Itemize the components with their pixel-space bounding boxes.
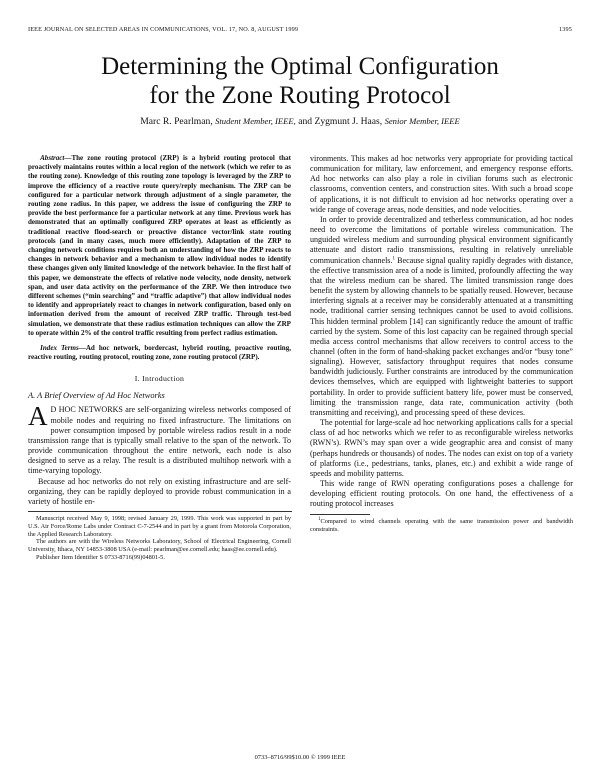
right-footnote-divider xyxy=(310,514,370,515)
author-2-role: Senior Member, IEEE xyxy=(384,116,460,126)
author-line xyxy=(40,116,560,127)
abstract xyxy=(28,154,291,338)
right-paragraph-2b: Because signal quality rapidly degrades with distance, the effective transmission area of a node is limited, profoundly affecting the way that the wireless medium can be shared. The limited transmission range does benefit the system by allowing channels to be spatially reused. However, because interfering signals at a receiver may be considerably attenuated at a transmitting node, traditional carrier sensing techniques cannot be used to avoid collisions. This hidden terminal problem [14] can significantly reduce the amount of traffic carried by the system. Some of this lost capacity can be regained through special media access control mechanisms that allow receivers to control access to the channel (often in the form of hand-shaking packet exchanges and/or “busy tone” signaling). However, satisfactory throughput requires that nodes consume bandwidth judiciously. Further constraints are introduced by the communication devices themselves, which are equipped with lightweight batteries to support portability. In order to provide sufficient battery life, power must be conserved, limiting the transmission range, data rate, communication activity (both transmitting and receiving), and processing speed of these devices. xyxy=(310,255,573,417)
footnote-marker: 1 xyxy=(392,255,395,261)
footnote-divider xyxy=(28,511,292,512)
right-paragraph-2 xyxy=(310,215,573,418)
title-line-2: for the Zone Routing Protocol xyxy=(149,82,451,109)
page-number: 1395 xyxy=(559,26,572,33)
author-1-role: Student Member, IEEE, xyxy=(215,116,296,126)
drop-cap: A xyxy=(28,401,48,432)
subsection-heading: A. A Brief Overview of Ad Hoc Networks xyxy=(28,391,165,401)
intro-paragraph-1 xyxy=(28,401,291,476)
index-terms-text: Ad hoc network, bordercast, hybrid routing, proactive routing, reactive routing, routing protocol, routing zone, zone routing protocol (ZRP). xyxy=(28,344,291,362)
abstract-lead: Abstract— xyxy=(40,154,72,162)
right-footnote-mark: 1 xyxy=(318,517,321,523)
right-paragraph-3: The potential for large-scale ad hoc networking applications calls for a special class of ad hoc networks which we refer to as reconfigurable wireless networks (RWN’s). RWN’s may span over a wide geographic area and consist of many (perhaps hundreds or thousands) of nodes. The nodes can exist on top of a variety of platforms (i.e., pedestrians, tanks, planes, etc.) and exhibit a wide range of speeds and mobility patterns. xyxy=(310,418,573,478)
author-conjunction: and xyxy=(298,116,313,127)
index-terms-lead: Index Terms— xyxy=(40,344,86,353)
intro-paragraph-1-text: D HOC NETWORKS are self-organizing wireless networks composed of mobile nodes and requiring no fixed infrastructure. The limitations on power consumption imposed by portable wireless radios result in a node transmission range that is typically small relative to the span of the network. To provide communication throughout the entire network, each node is also designed to serve as a relay. The result is a distributed multihop network with a time-varying topology. xyxy=(28,405,291,476)
copyright-line: 0733–8716/99$10.00 © 1999 IEEE xyxy=(254,754,346,761)
index-terms xyxy=(28,344,291,362)
running-header xyxy=(28,26,572,33)
footnote-publisher: Publisher Item Identifier S 0733-8716(99)04801-5. xyxy=(36,554,165,562)
footnote-received: Manuscript received May 9, 1998; revised January 29, 1999. This work was supported in part by U.S. Air Force/Rome Labs under Contract C-7-2544 and in part by a grant from Motorola Corporation, the Applied Research Laboratory. xyxy=(28,515,291,538)
intro-paragraph-2: Because ad hoc networks do not rely on existing infrastructure and are self-organizing, they can be rapidly deployed to provide robust communication in a variety of hostile en- xyxy=(28,476,291,506)
title-line-1: Determining the Optimal Configuration xyxy=(101,53,499,80)
right-paragraph-1: vironments. This makes ad hoc networks very appropriate for providing tactical communication for military, law enforcement, and emergency response efforts. Ad hoc networks can also play a role in civilian forums such as electronic classrooms, convention centers, and construction sites. With such a broad scope of applications, it is not difficult to envision ad hoc networks operating over a wide range of coverage areas, node densities, and node velocities. xyxy=(310,154,573,214)
right-footnote xyxy=(310,518,573,534)
right-paragraph-2a: In order to provide decentralized and tetherless communication, ad hoc nodes need to overcome the limitations of portable wireless communication. The unguided wireless medium and surrounding physical environment significantly attenuate and distort radio transmissions, resulting in relatively unreliable communication channels. xyxy=(310,214,573,265)
paper-title xyxy=(40,52,560,110)
section-heading: I. Introduction xyxy=(134,374,185,384)
footnote-affiliation: The authors are with the Wireless Networks Laboratory, School of Electrical Engineering, Cornell University, Ithaca, NY 14853-3808 USA (e-mail: pearlman@ee.cornell.edu; haas@ee.cornell.edu). xyxy=(28,538,291,554)
journal-header: IEEE JOURNAL ON SELECTED AREAS IN COMMUNICATIONS, VOL. 17, NO. 8, AUGUST 1999 xyxy=(28,26,299,33)
left-column xyxy=(28,154,291,562)
author-1: Marc R. Pearlman, xyxy=(140,116,213,127)
right-column xyxy=(310,154,573,534)
author-2: Zygmunt J. Haas, xyxy=(314,116,383,127)
right-footnote-text: Compared to wired channels operating with the same transmission power and bandwidth constraints. xyxy=(310,518,573,534)
right-paragraph-4: This wide range of RWN operating configurations poses a challenge for developing efficient routing protocols. On one hand, the effectiveness of a routing protocol increases xyxy=(310,479,573,509)
abstract-text: The zone routing protocol (ZRP) is a hybrid routing protocol that proactively maintains routes within a local region of the network (which we refer to as the routing zone). Knowledge of this routing zone topology is leveraged by the ZRP to improve the efficiency of a reactive route query/reply mechanism. The ZRP can be configured for a particular network through adjustment of a single parameter, the routing zone radius. In this paper, we address the issue of configuring the ZRP to provide the best performance for a particular network at any time. Previous work has demonstrated that an optimally configured ZRP operates at least as efficiently as traditional reactive flood-search or proactive distance vector/link state routing protocols (and in many cases, much more efficiently). Adaptation of the ZRP to changing network conditions requires both an understanding of how the ZRP reacts to changes in network behavior and a mechanism to allow individual nodes to identify these changes given only limited knowledge of the network behavior. In the first half of this paper, we demonstrate the effects of relative node velocity, node density, network span, and user data activity on the performance of the ZRP. We then introduce two different schemes (“min searching” and “traffic adaptive”) that allow individual nodes to identify and appropriately react to changes in network configuration, based only on information derived from the amount of received ZRP traffic. Through test-bed simulation, we demonstrate that these radius estimation techniques can allow the ZRP to operate within 2% of the control traffic resulting from perfect radius estimation. xyxy=(28,154,291,337)
